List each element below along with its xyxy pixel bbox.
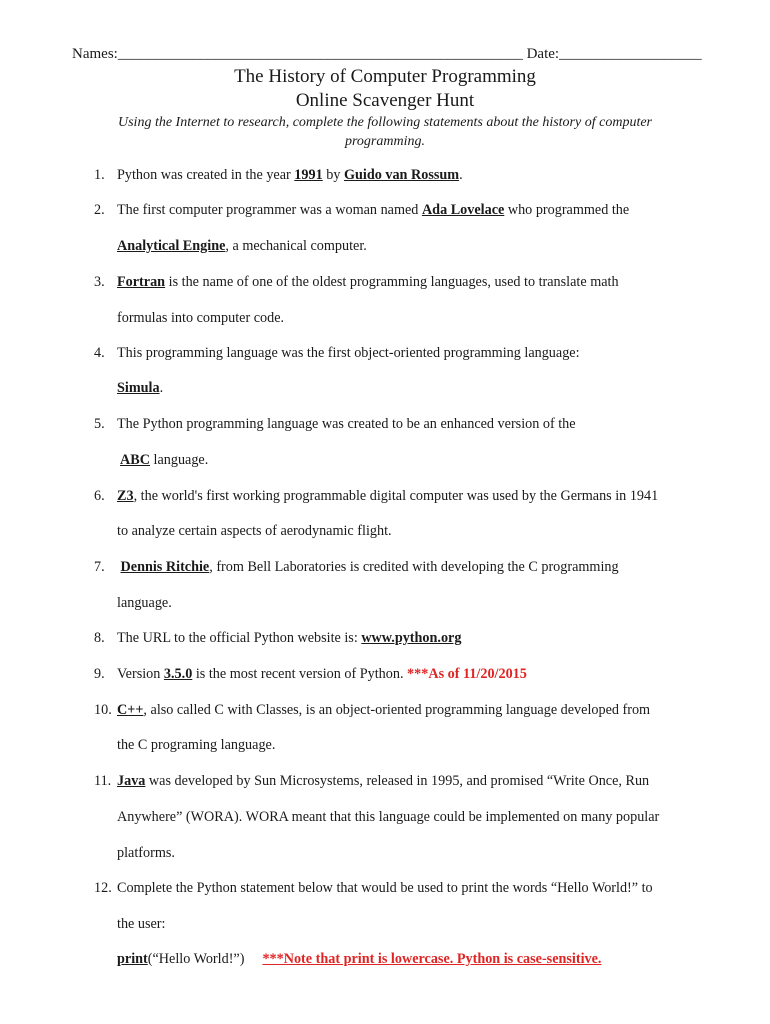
question-number: 2. [94,202,105,218]
question-12-answer [117,951,737,968]
question-text: , the world's first working programmable digital computer was used by the Germans in 1941 [133,488,659,504]
question-number: 12. [94,880,112,896]
question-number: 6. [94,488,105,504]
question-text: , a mechanical computer. [225,238,367,254]
question-6 [94,488,714,505]
question-text: Complete the Python statement below that would be used to print the words “Hello World!” to [117,880,653,896]
question-text: (“Hello World!”) [147,951,245,967]
answer: Z3 [117,488,134,504]
question-text: platforms. [117,845,175,861]
instructions: Using the Internet to research, complete the following statements about the history of computer programming. [118,115,652,149]
question-10-continued [117,737,737,754]
question-3 [94,274,714,291]
question-11-continued [117,809,737,826]
question-text: is the name of one of the oldest programming languages, used to translate math [165,274,619,290]
answer: Java [117,773,146,789]
page-title: The History of Computer Programming [234,66,536,87]
question-3-continued [117,310,737,327]
question-4-continued [117,380,737,397]
question-text: the C programing language. [117,737,276,753]
question-2-continued [117,238,737,255]
question-12-continued [117,916,737,933]
question-9 [94,666,714,683]
answer: Fortran [117,274,166,290]
answer: 1991 [294,167,323,183]
answer: ABC [120,452,150,468]
question-number: 1. [94,167,105,183]
question-5-continued [120,452,740,469]
question-text: to analyze certain aspects of aerodynamic flight. [117,523,392,539]
answer: Analytical Engine [117,238,226,254]
question-text: who programmed the [504,202,630,218]
answer: Dennis Ritchie [120,559,210,575]
date-label: Date: [526,46,560,62]
question-text: , also called C with Classes, is an object-oriented programming language developed from [143,702,651,718]
question-text: The Python programming language was created to be an enhanced version of the [117,416,576,432]
question-text: was developed by Sun Microsystems, released in 1995, and promised “Write Once, Run [145,773,650,789]
question-text: Version [117,666,164,682]
question-text: by [322,167,344,183]
question-1 [94,167,714,184]
question-4 [94,345,714,362]
answer: www.python.org [361,630,462,646]
question-text: The URL to the official Python website is: [117,630,362,646]
question-2 [94,202,714,219]
names-blank: ______________________________________________________ [117,46,523,62]
question-number: 10. [94,702,112,718]
question-text: language. [117,595,172,611]
answer: Ada Lovelace [421,202,505,218]
question-number: 11. [94,773,112,789]
question-11-continued-2 [117,845,737,862]
question-number: 5. [94,416,105,432]
question-number: 3. [94,274,105,290]
question-text: Python was created in the year [117,167,295,183]
question-6-continued [117,523,737,540]
page-subtitle: Online Scavenger Hunt [295,90,475,111]
question-10 [94,702,714,719]
question-7 [94,559,714,576]
question-text: The first computer programmer was a woman named [117,202,422,218]
teacher-note: ***Note that print is lowercase. Python is case-sensitive. [262,951,602,967]
question-text: formulas into computer code. [117,310,285,326]
answer: print [117,951,148,967]
answer: C++ [117,702,144,718]
answer: Guido van Rossum [343,167,460,183]
question-text: . [159,380,164,396]
header-line [72,46,702,63]
question-text: . [459,167,463,183]
question-number: 9. [94,666,105,682]
question-text: , from Bell Laboratories is credited with developing the C programming [209,559,619,575]
question-text: Anywhere” (WORA). WORA meant that this language could be implemented on many popular [117,809,660,825]
question-number: 7. [94,559,105,575]
question-5 [94,416,714,433]
question-8 [94,630,714,647]
question-7-continued [117,595,737,612]
question-text: is the most recent version of Python. [192,666,408,682]
question-12 [94,880,714,897]
question-text: language. [149,452,209,468]
answer: 3.5.0 [163,666,193,682]
question-11 [94,773,714,790]
question-text: This programming language was the first object-oriented programming language: [117,345,580,361]
answer: Simula [117,380,160,396]
question-number: 8. [94,630,105,646]
teacher-note: ***As of 11/20/2015 [407,666,527,682]
names-label: Names: [72,46,118,62]
date-blank: ___________________ [559,46,702,62]
question-number: 4. [94,345,105,361]
question-text: the user: [117,916,166,932]
